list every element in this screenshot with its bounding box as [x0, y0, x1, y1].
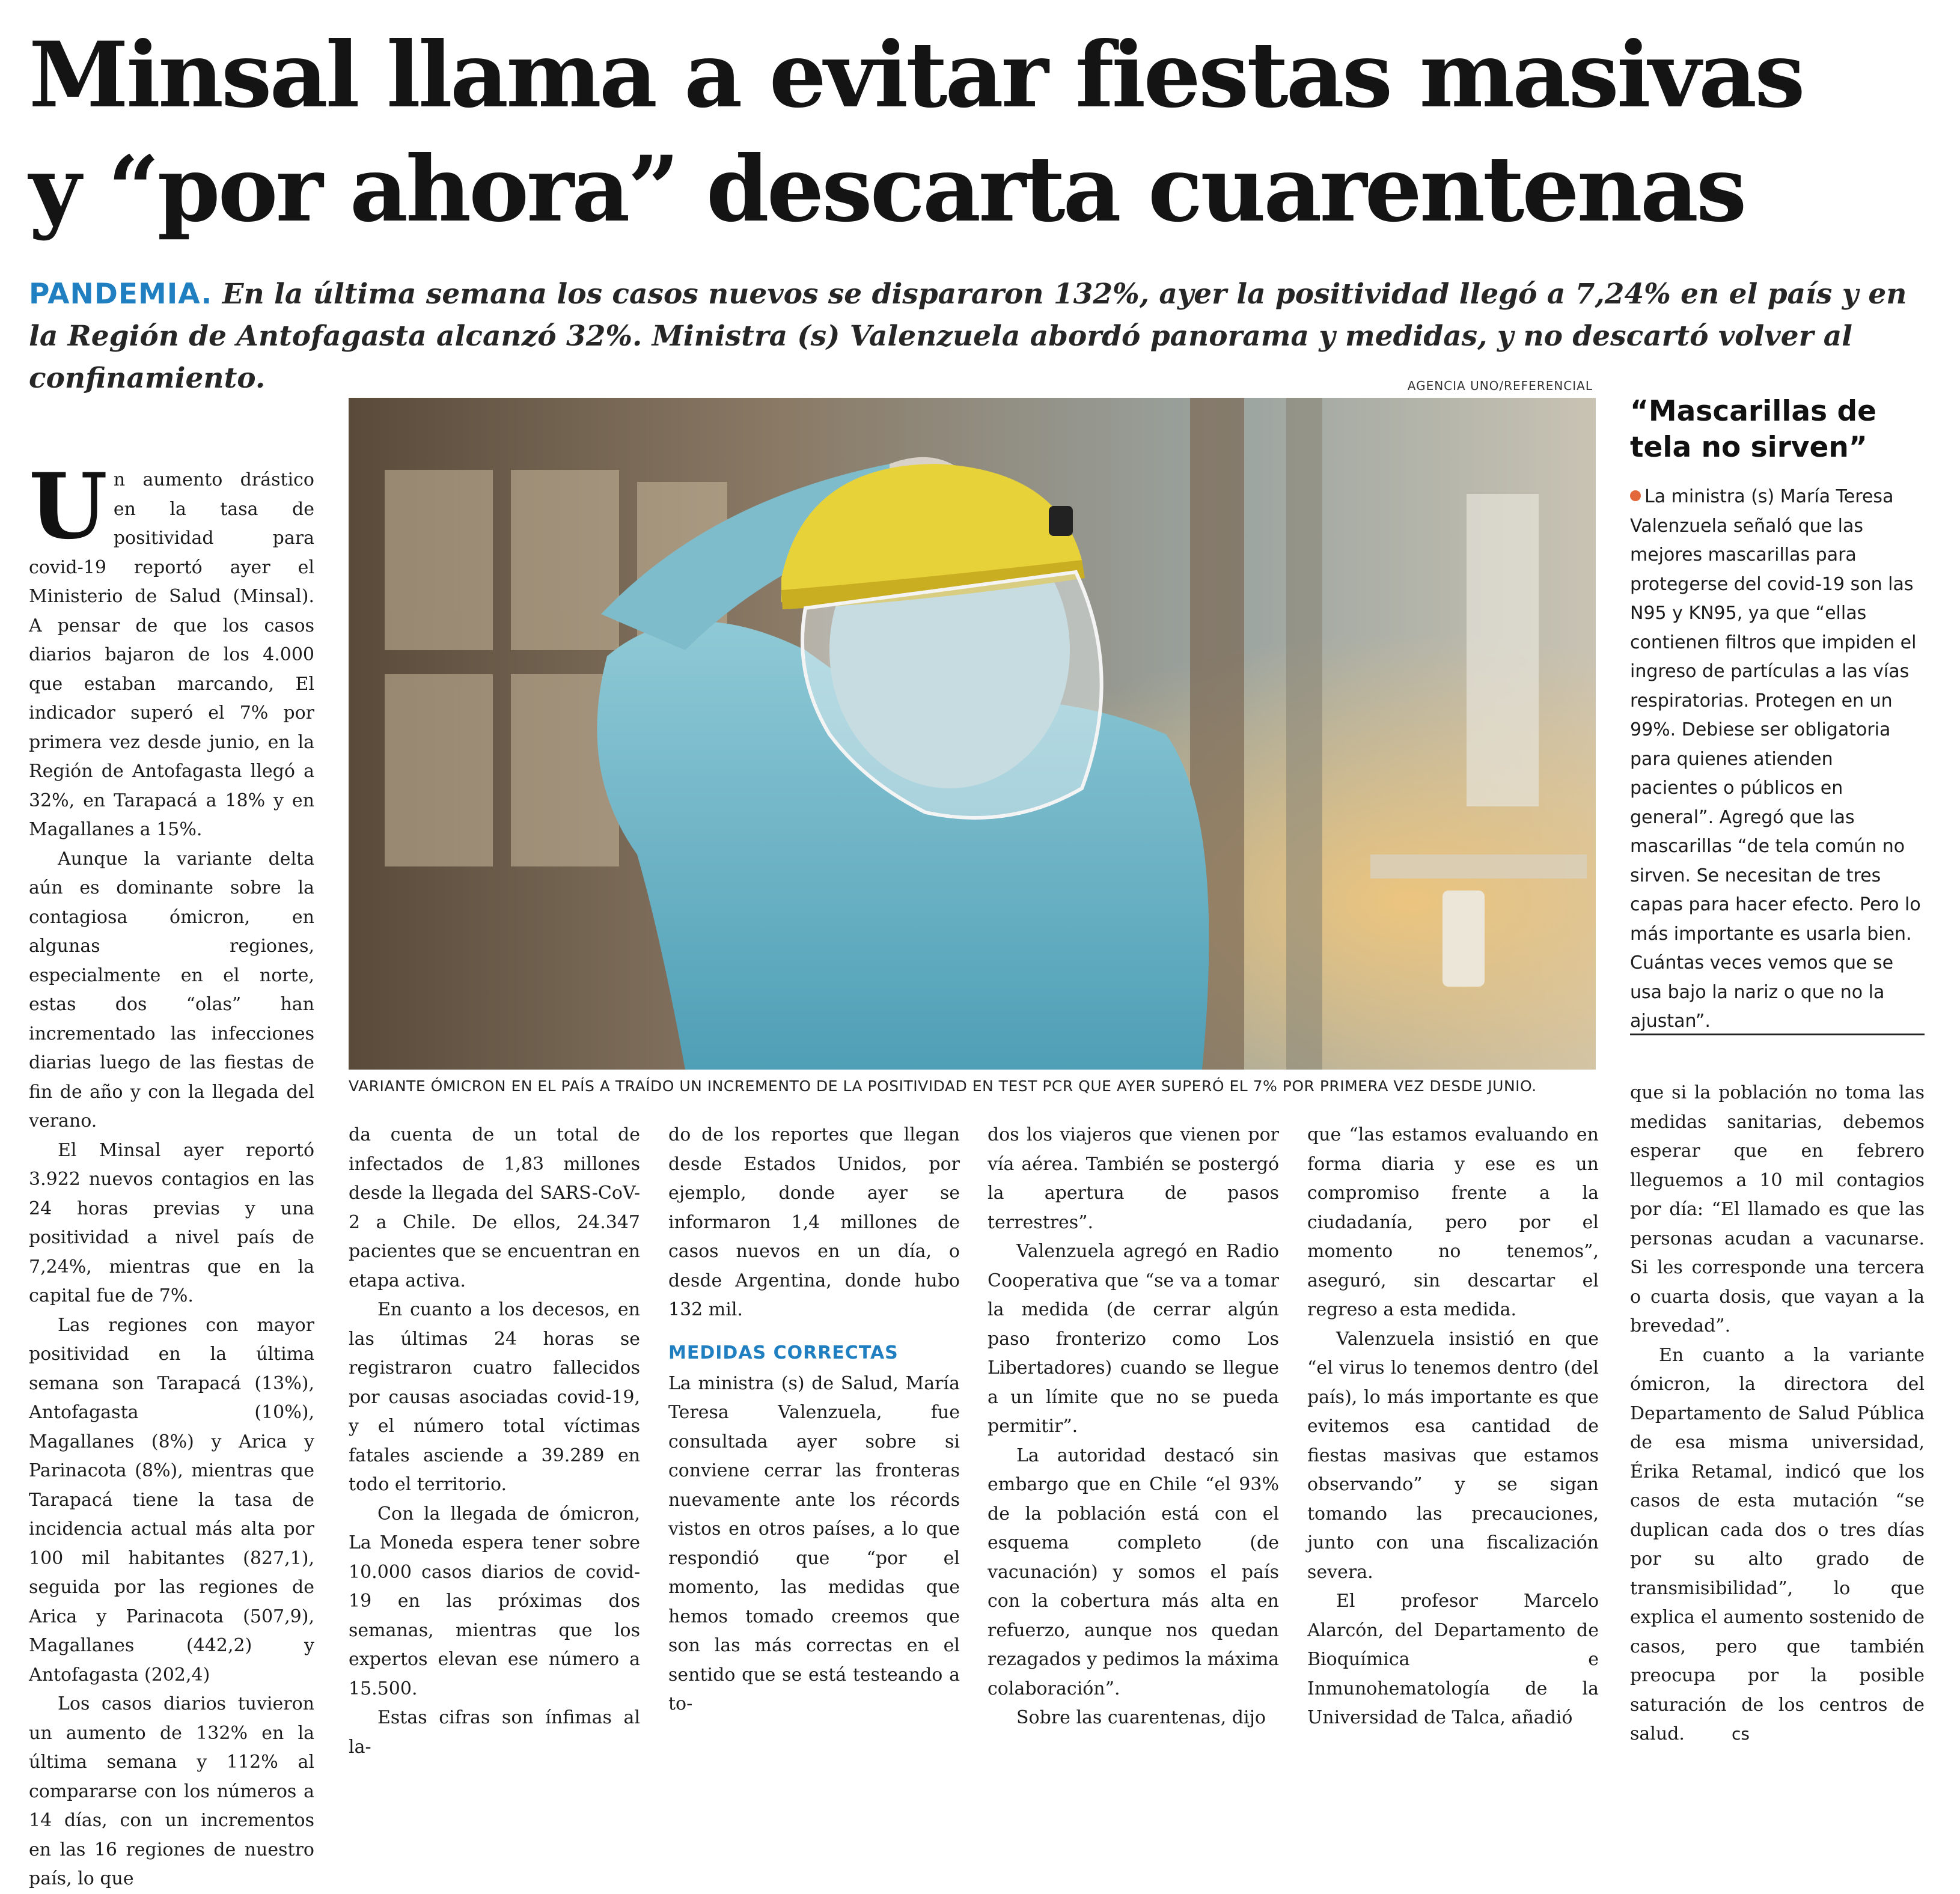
paragraph: que “las estamos evaluando en forma diaria y ese es un compromiso frente a la ciudadanía, pero por el momento no tenemos”, aseguró, sin descartar el regreso a esta medida. [1307, 1124, 1599, 1320]
paragraph: do de los reportes que llegan desde Estados Unidos, por ejemplo, donde ayer se informaron 1,4 millones de casos nuevos en un día, o desde Argentina, donde hubo 132 mil. [668, 1124, 960, 1320]
subheading: MEDIDAS CORRECTAS [668, 1342, 899, 1363]
health-worker-photo [349, 398, 1596, 1070]
paragraph: Las regiones con mayor positividad en la última semana son Tarapacá (13%), Antofagasta (10%), Magallanes (8%) y Arica y Parinacota (8%), mientras que Tarapacá tiene la tasa de incidencia actual más alta por 100 mil habitantes (827,1), seguida por las regiones de Arica y Parinacota (507,9), Magallanes (442,2) y Antofagasta (202,4) [29, 1314, 314, 1685]
news-photo [349, 398, 1596, 1070]
article-column-1 [29, 454, 314, 1894]
paragraph: Aunque la variante delta aún es dominante sobre la contagiosa ómicron, en algunas regiones, especialmente en el norte, estas dos “olas” han incrementado las infecciones diarias luego de las fiestas de fin de año y con la llegada del verano. [29, 848, 314, 1131]
article-column-2 [349, 1121, 640, 1762]
sidebar-body-text: La ministra (s) María Teresa Valenzuela señaló que las mejores mascarillas para protegerse del covid-19 son las N95 y KN95, ya que “ellas contienen filtros que impiden el ingreso de partículas a las vías respiratorias. Protegen en un 99%. Debiese ser obligatoria para quienes atienden pacientes o públicos en general”. Agregó que las mascarillas “de tela común no sirven. Se necesitan de tres capas para hacer efecto. Pero lo más importante es usarla bien. Cuántas veces vemos que se usa bajo la nariz o que no la ajustan”. [1630, 486, 1921, 1032]
paragraph: Con la llegada de ómicron, La Moneda espera tener sobre 10.000 casos diarios de covid-19 en las próximas dos semanas, mientras que los expertos elevan ese número a 15.500. [349, 1503, 640, 1699]
headline-line-2: y “por ahora” descarta cuarentenas [29, 136, 1745, 242]
paragraph: En cuanto a la variante ómicron, la directora del Departamento de Salud Pública de esa misma universidad, Érika Retamal, indicó que los casos de esta mutación “se duplican cada dos o tres días por su alto grado de transmisibilidad”, lo que explica el aumento sostenido de casos, pero que también preocupa por la posible saturación de los centros de salud. [1630, 1344, 1925, 1744]
paragraph: dos los viajeros que vienen por vía aérea. También se postergó la apertura de pasos terrestres”. [988, 1124, 1279, 1233]
paragraph: La ministra (s) de Salud, María Teresa Valenzuela, fue consultada ayer sobre si conviene cerrar las fronteras nuevamente ante los récords vistos en otros países, a lo que respondió que “por el momento, las medidas que hemos tomado creemos que son las más correctas en el sentido que se está testeando a to- [668, 1372, 960, 1714]
photo-credit: AGENCIA UNO/REFERENCIAL [1407, 379, 1593, 393]
article-column-6 [1630, 1079, 1925, 1749]
sidebar-box [1630, 394, 1925, 1037]
headline-line-1: Minsal llama a evitar fiestas masivas [29, 22, 1803, 128]
paragraph: n aumento drástico en la tasa de positividad para covid-19 reportó ayer el Ministerio de Salud (Minsal). A pensar de que los casos diarios bajaron de los 4.000 que estaban marcando, El indicador superó el 7% por primera vez desde junio, en la Región de Antofagasta llegó a 32%, en Tarapacá a 18% y en Magallanes a 15%. [29, 469, 314, 840]
paragraph: que si la población no toma las medidas sanitarias, debemos esperar que en febrero lleguemos a 10 mil contagios por día: “El llamado es que las personas acudan a vacunarse. Si les corresponde una tercera o cuarta dosis, que vayan a la brevedad”. [1630, 1082, 1925, 1336]
paragraph: Sobre las cuarentenas, dijo [1016, 1707, 1266, 1728]
paragraph: Los casos diarios tuvieron un aumento de 132% en la última semana y 112% al compararse con los números a 14 días, con un incrementos en las 16 regiones de nuestro país, lo que [29, 1693, 314, 1889]
article-column-3 [668, 1121, 960, 1719]
bullet-dot-icon [1630, 490, 1641, 501]
deck [29, 273, 1934, 400]
sidebar-divider [1630, 1034, 1925, 1035]
headline [29, 18, 1934, 246]
end-mark: cs [1731, 1724, 1750, 1744]
deck-text: En la última semana los casos nuevos se dispararon 132%, ayer la positividad llegó a 7,24% en el país y en la Región de Antofagasta alcanzó 32%. Ministra (s) Valenzuela abordó panorama y medidas, y no descartó volver al confinamiento. [29, 278, 1907, 395]
deck-kicker: PANDEMIA. [29, 278, 213, 311]
drop-cap: U [29, 454, 108, 559]
paragraph: El profesor Marcelo Alarcón, del Departamento de Bioquímica e Inmunohematología de la Universidad de Talca, añadió [1307, 1591, 1599, 1728]
paragraph: En cuanto a los decesos, en las últimas 24 horas se registraron cuatro fallecidos por causas asociadas covid-19, y el número total víctimas fatales asciende a 39.289 en todo el territorio. [349, 1299, 640, 1495]
photo-caption: VARIANTE ÓMICRON EN EL PAÍS A TRAÍDO UN INCREMENTO DE LA POSITIVIDAD EN TEST PCR QUE AYER SUPERÓ EL 7% POR PRIMERA VEZ DESDE JUNIO. [349, 1077, 1537, 1095]
paragraph: El Minsal ayer reportó 3.922 nuevos contagios en las 24 horas previas y una positividad a nivel país de 7,24%, mientras que en la capital fue de 7%. [29, 1139, 314, 1306]
paragraph: Estas cifras son ínfimas al la- [349, 1707, 640, 1758]
paragraph: Valenzuela agregó en Radio Cooperativa que “se va a tomar la medida (de cerrar algún paso fronterizo como Los Libertadores) cuando se llegue a un límite que no se pueda permitir”. [988, 1241, 1279, 1437]
paragraph: La autoridad destacó sin embargo que en Chile “el 93% de la población está con el esquema completo (de vacunación) y somos el país con la cobertura más alta en refuerzo, aunque nos quedan rezagados y pedimos la máxima colaboración”. [988, 1445, 1279, 1699]
paragraph: da cuenta de un total de infectados de 1,83 millones desde la llegada del SARS-CoV-2 a Chile. De ellos, 24.347 pacientes que se encuentran en etapa activa. [349, 1124, 640, 1291]
article-column-4 [988, 1121, 1279, 1733]
article-column-5 [1307, 1121, 1599, 1733]
sidebar-title: “Mascarillas de tela no sirven” [1630, 395, 1877, 464]
paragraph: Valenzuela insistió en que “el virus lo tenemos dentro (del país), lo más importante es que evitemos esa cantidad de fiestas masivas que estamos observando” y se sigan tomando las precauciones, junto con una fiscalización severa. [1307, 1328, 1599, 1583]
